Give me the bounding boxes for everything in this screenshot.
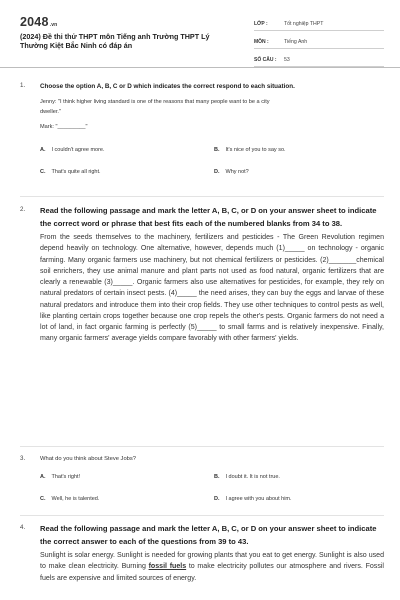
option-b[interactable] [214,147,286,153]
option-letter: B. [214,473,220,480]
meta-class-row [254,14,384,31]
meta-count-label: SỐ CÂU : [254,57,277,63]
question-number: 4. [20,524,26,531]
exam-meta [254,14,384,68]
passage-text: Sunlight is solar energy. Sunlight is needed for growing plants that you eat to get energy. Sunlight is also used to make clean electricity. Burning [40,552,384,571]
logo-text: 2048 [20,15,49,29]
meta-subject-value: Tiếng Anh [284,39,308,45]
meta-class-value: Tốt nghiệp THPT [284,21,324,27]
reading-passage [40,550,384,584]
question-body [40,204,384,345]
meta-count-value: 53 [284,57,290,63]
option-text: It's nice of you to say so. [225,146,286,153]
question-number: 3. [20,455,26,462]
question-text: Choose the option A, B, C or D which indicates the correct respond to each situation. [40,83,295,90]
option-text: I doubt it. It is not true. [225,473,280,480]
question-number: 2. [20,206,26,213]
option-a[interactable] [40,147,105,153]
dialogue-line: dweller." [40,108,61,115]
answer-options [40,139,384,179]
meta-count-row [254,50,384,67]
dialogue-line: Mark: "_________" [40,124,88,130]
meta-subject-row [254,32,384,49]
option-text: Why not? [225,168,249,175]
meta-subject-label: MÔN : [254,39,269,45]
question-body [40,522,384,584]
option-letter: A. [40,146,46,153]
page-header [0,0,400,66]
option-letter: C. [40,495,46,502]
question-3 [20,455,384,515]
header-divider [0,67,400,68]
question-divider [20,196,384,197]
answer-options [40,474,384,514]
option-d[interactable] [214,496,292,502]
question-text: What do you think about Steve Jobs? [40,456,137,462]
document-title: (2024) Đề thi thử THPT môn Tiếng anh Trường THPT Lý Thường Kiệt Bắc Ninh có đáp án [20,32,210,50]
site-logo[interactable] [20,15,57,29]
option-a[interactable] [40,474,80,480]
dialogue-line: Jenny: "I think higher living standard is one of the reasons that many people want to be a city [40,99,270,105]
logo-suffix: .vn [49,22,58,28]
option-c[interactable] [40,169,101,175]
option-text: I agree with you about him. [225,495,292,502]
reading-passage: From the seeds themselves to the machinery, fertilizers and pesticides - The Green Revolution regimen depend heavily on technology. One alternative, however, depends much (1)_____ on technology - organic farming. Many organic farmers use machinery, but not chemical fertilizers or pesticides. (2)_______chemical soil enrichers, they use animal manure and plant parts not used as food natural, organic fertilizers that are clearly a renewable (3)_____. Organic farmers also use alternatives for pesticides, for example, they rely on natural predators of certain insect pests. (4)_____ the need arises, they can buy the eggs and larvae of these natural predators and introduce them into their crop fields. They use other techniques to control pests as well, like planting certain crops together because one crop repels the other's pests. Organic farmers do not need a lot of land, in fact organic farming is perfectly (5)_____ to small farms and is relatively inexpensive. Finally, many organic farmers' average yields compare favorably with other farmers' yields. [40,234,384,343]
question-4 [20,522,384,600]
option-c[interactable] [40,496,99,502]
question-divider [20,515,384,516]
question-text: Read the following passage and mark the letter A, B, C, or D on your answer sheet to indicate the correct answer to each of the questions from 39 to 43. [40,524,377,546]
option-letter: C. [40,168,46,175]
question-2 [20,204,384,440]
meta-class-label: LỚP : [254,21,268,27]
option-letter: D. [214,168,220,175]
fossil-fuels-link[interactable]: fossil fuels [148,563,187,571]
option-letter: D. [214,495,220,502]
option-text: Well, he is talented. [51,495,100,502]
option-text: That's right! [51,473,81,480]
question-body [40,455,384,514]
option-d[interactable] [214,169,249,175]
option-b[interactable] [214,474,280,480]
question-divider [20,446,384,447]
option-text: That's quite all right. [51,168,101,175]
question-1 [20,82,384,190]
question-number: 1. [20,82,26,89]
passage-text: to make electricity pollutes our atmosphere and rivers. Fossil fuels are expensive and limited sources of energy. [40,563,384,582]
option-letter: A. [40,473,46,480]
option-text: I couldn't agree more. [51,146,105,153]
question-body [40,82,384,179]
option-letter: B. [214,146,220,153]
question-text: Read the following passage and mark the letter A, B, C, or D on your answer sheet to indicate the correct word or phrase that best fits each of the numbered blanks from 34 to 38. [40,206,377,228]
